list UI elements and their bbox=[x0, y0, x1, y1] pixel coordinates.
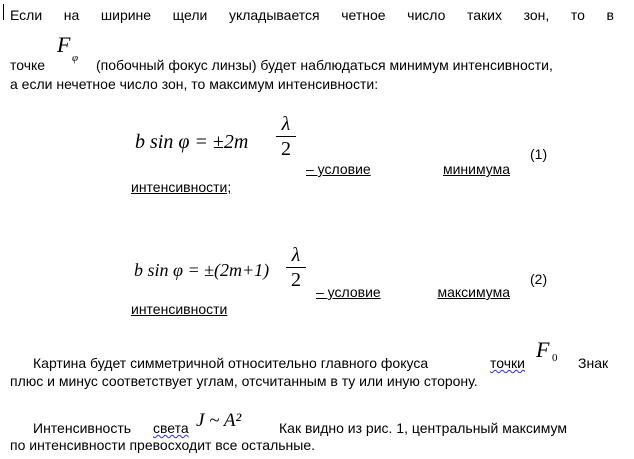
formula2-condition-cont: интенсивности bbox=[131, 301, 228, 317]
paragraph3-line2: по интенсивности превосходит все остальные. bbox=[10, 437, 316, 453]
paragraph3-line1-end: Как видно из рис. 1, центральный максимум bbox=[279, 420, 567, 436]
word: на bbox=[63, 7, 80, 23]
formula2-fraction bbox=[286, 244, 306, 291]
formula2-lhs-text: b sin φ = ±(2m+1) bbox=[134, 260, 270, 280]
paragraph3-line1-start: Интенсивность bbox=[33, 420, 132, 436]
paragraph1-line2-start: точке bbox=[10, 57, 46, 73]
paragraph1-line2-end: (побочный фокус линзы) будет наблюдаться минимум интенсивности, bbox=[96, 57, 553, 73]
focus-symbol-f-zero: F bbox=[536, 337, 550, 362]
paragraph1-line3: а если нечетное число зон, то максимум интенсивности: bbox=[10, 76, 379, 92]
condition-word: – условие bbox=[306, 161, 371, 177]
condition-word: максимума bbox=[437, 284, 510, 300]
fraction-bar bbox=[286, 267, 306, 268]
paragraph1-line1 bbox=[10, 7, 614, 24]
paragraph2-link-tochki: точки bbox=[490, 355, 525, 371]
word: то bbox=[570, 7, 585, 23]
word: укладывается bbox=[228, 7, 320, 23]
word: ширине bbox=[100, 7, 152, 23]
focus-subscript-zero: 0 bbox=[552, 352, 558, 364]
formula1-condition bbox=[306, 161, 510, 178]
paragraph3-formula: J ~ A² bbox=[196, 410, 242, 431]
word: таких bbox=[467, 7, 502, 23]
paragraph2-line1-start: Картина будет симметричной относительно главного фокуса bbox=[33, 355, 429, 371]
paragraph2-line2: плюс и минус соответствует углам, отсчитанным в ту или иную сторону. bbox=[10, 373, 478, 389]
word: зон, bbox=[523, 7, 550, 23]
formula1-number: (1) bbox=[530, 146, 548, 162]
word: в bbox=[606, 7, 614, 23]
formula1-denominator: 2 bbox=[281, 138, 291, 160]
formula1-fraction bbox=[276, 113, 296, 160]
word: Если bbox=[10, 7, 43, 23]
word: число bbox=[407, 7, 446, 23]
formula1-numerator: λ bbox=[281, 113, 291, 135]
text-cursor bbox=[3, 4, 4, 20]
formula2-denominator: 2 bbox=[291, 269, 301, 291]
paragraph3-link-sveta: света bbox=[153, 420, 189, 436]
formula2-condition bbox=[316, 284, 510, 301]
focus-subscript-phi: φ bbox=[72, 52, 79, 64]
word: четное bbox=[341, 7, 386, 23]
condition-word: – условие bbox=[316, 284, 381, 300]
focus-symbol-f-phi: F bbox=[57, 32, 71, 57]
condition-word: минимума bbox=[442, 161, 510, 177]
formula2-lhs bbox=[134, 258, 269, 282]
formula2-numerator: λ bbox=[291, 244, 301, 266]
fraction-bar bbox=[276, 136, 296, 137]
word: щели bbox=[172, 7, 208, 23]
formula1-condition-cont: интенсивности; bbox=[131, 179, 232, 195]
formula1-lhs-text: b sin φ = ±2m bbox=[135, 131, 249, 153]
formula1-lhs bbox=[135, 130, 248, 154]
formula2-number: (2) bbox=[530, 271, 548, 287]
paragraph2-line1-end: Знак bbox=[578, 355, 609, 371]
